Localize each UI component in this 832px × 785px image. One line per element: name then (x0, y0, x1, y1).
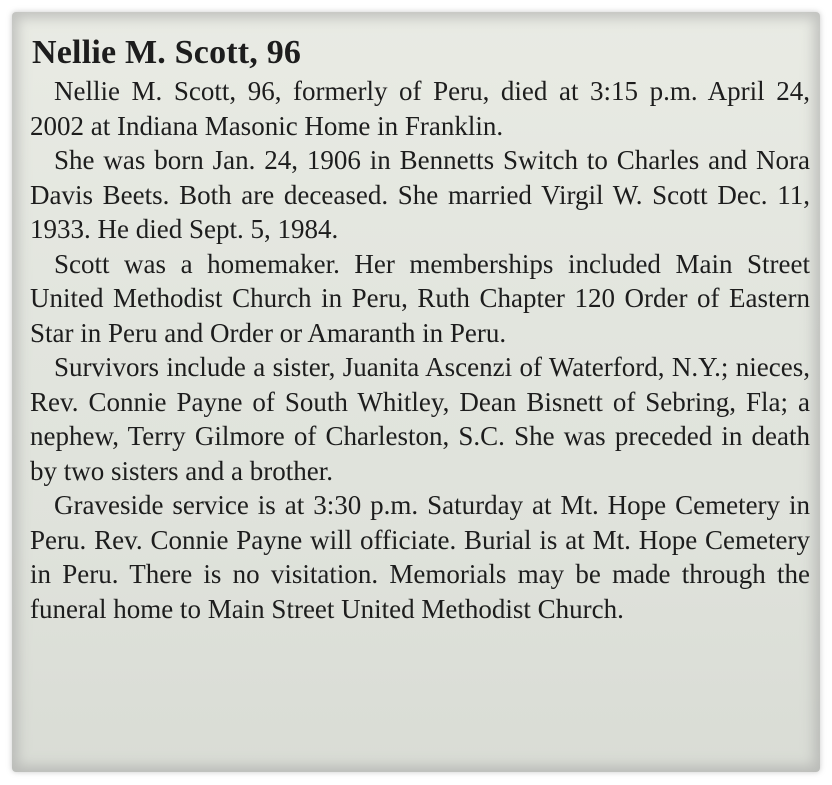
obituary-article (30, 34, 810, 626)
paragraph-memberships: Scott was a homemaker. Her memberships included Main Street United Methodist Church in Peru, Ruth Chapter 120 Order of Eastern Star in Peru and Order or Amaranth in Peru. (30, 248, 810, 348)
paragraph-services: Graveside service is at 3:30 p.m. Saturday at Mt. Hope Cemetery in Peru. Rev. Connie Payne will officiate. Burial is at Mt. Hope Cemetery in Peru. There is no visitation. Memorials may be made through the funeral home to Main Street United Methodist Church. (30, 490, 810, 624)
paragraph-birth: She was born Jan. 24, 1906 in Bennetts Switch to Charles and Nora Davis Beets. Both are deceased. She married Virgil W. Scott Dec. 11, 1933. He died Sept. 5, 1984. (30, 145, 810, 244)
obituary-headline: Nellie M. Scott, 96 (32, 34, 302, 71)
paragraph-survivors: Survivors include a sister, Juanita Ascenzi of Waterford, N.Y.; nieces, Rev. Connie Payne of South Whitley, Dean Bisnett of Sebring, Fla; a nephew, Terry Gilmore of Charleston, S.C. She was preceded in death by two sisters and a brother. (30, 352, 810, 486)
paragraph-death: Nellie M. Scott, 96, formerly of Peru, died at 3:15 p.m. April 24, 2002 at Indiana Masonic Home in Franklin. (30, 76, 810, 141)
newspaper-clipping (12, 12, 820, 772)
